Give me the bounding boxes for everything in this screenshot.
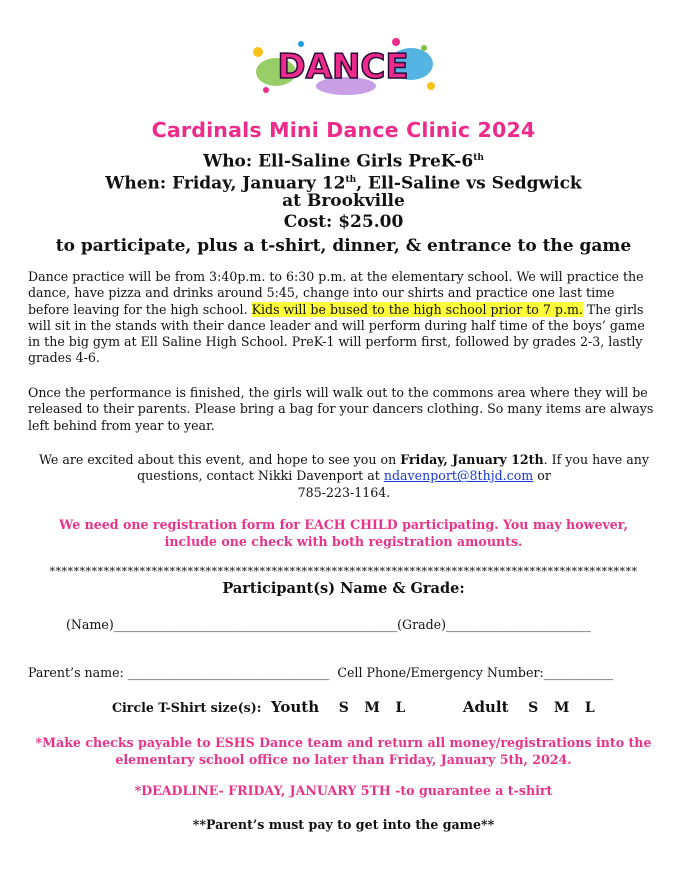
when-line: When: Friday, January 12th, Ell-Saline vs Sedgwick: [105, 173, 582, 194]
dance-logo: [246, 34, 441, 100]
adult-size-l[interactable]: L: [584, 700, 595, 716]
tshirt-row: [112, 697, 595, 716]
logo-text: DANCE: [277, 47, 409, 87]
name-blank[interactable]: _____________________________________________: [113, 617, 398, 632]
bus-highlight: Kids will be bused to the high school prior to 7 p.m.: [251, 301, 583, 317]
parent-phone-row[interactable]: [28, 665, 613, 680]
contact-paragraph: We are excited about this event, and hope to see you on Friday, January 12th. If you have any questions, contact Nikki Davenport at ndavenport@8thjd.com or 785-223-1164.: [39, 452, 649, 500]
parent-label: Parent’s name:: [28, 665, 124, 680]
grade-label: (Grade): [397, 617, 447, 632]
deadline-notice: *DEADLINE- FRIDAY, JANUARY 5TH -to guarantee a t-shirt: [134, 783, 553, 798]
youth-size-s[interactable]: S: [338, 700, 349, 716]
practice-paragraph: Dance practice will be from 3:40p.m. to 6:30 p.m. at the elementary school. We will practice the dance, have pizza and drinks around 5:45, change into our shirts and practice one last time before leaving for the high school. Kids will be bused to the high school prior to 7 p.m. The girls will sit in the stands with their dance leader and will perform during half time of the boys’ game in the big gym at Ell Saline High School. PreK-1 will perform first, followed by grades 2-3, lastly grades 4-6.: [28, 269, 645, 366]
phone-label: Cell Phone/Emergency Number:: [337, 665, 544, 680]
registration-notice: We need one registration form for EACH CHILD participating. You may however, include one check with both registration amounts.: [59, 517, 628, 549]
adult-size-m[interactable]: M: [553, 700, 570, 716]
separator: **************************************************************************************************: [49, 565, 638, 578]
youth-size-l[interactable]: L: [395, 700, 406, 716]
phone-blank[interactable]: ___________: [543, 665, 613, 680]
participants-heading: Participant(s) Name & Grade:: [222, 580, 465, 597]
location-line: at Brookville: [282, 191, 405, 211]
adult-label: Adult: [462, 698, 509, 716]
includes-line: to participate, plus a t-shirt, dinner, & entrance to the game: [55, 236, 632, 256]
phone-number: 785-223-1164.: [297, 484, 391, 500]
grade-blank[interactable]: _______________________: [446, 617, 591, 632]
checks-notice: *Make checks payable to ESHS Dance team and return all money/registrations into the elementary school office no later than Friday, January 5th, 2024.: [35, 735, 652, 767]
email-link[interactable]: ndavenport@8thjd.com: [383, 468, 534, 484]
page-title: Cardinals Mini Dance Clinic 2024: [151, 118, 536, 142]
name-label: (Name): [66, 617, 114, 632]
adult-size-s[interactable]: S: [528, 700, 539, 716]
youth-size-m[interactable]: M: [364, 700, 380, 716]
pickup-paragraph: Once the performance is finished, the girls will walk out to the commons area where they will be released to their parents. Please bring a bag for your dancers clothing. So many items are always left behind from year to year.: [28, 385, 654, 433]
who-line: Who: Ell-Saline Girls PreK-6th: [203, 151, 484, 172]
tshirt-label: Circle T-Shirt size(s):: [112, 700, 262, 715]
name-grade-row[interactable]: [66, 617, 591, 632]
cost-line: Cost: $25.00: [283, 212, 404, 232]
parent-blank[interactable]: ________________________________: [127, 665, 330, 680]
parents-pay-notice: **Parent’s must pay to get into the game**: [192, 817, 495, 832]
youth-label: Youth: [270, 698, 320, 716]
